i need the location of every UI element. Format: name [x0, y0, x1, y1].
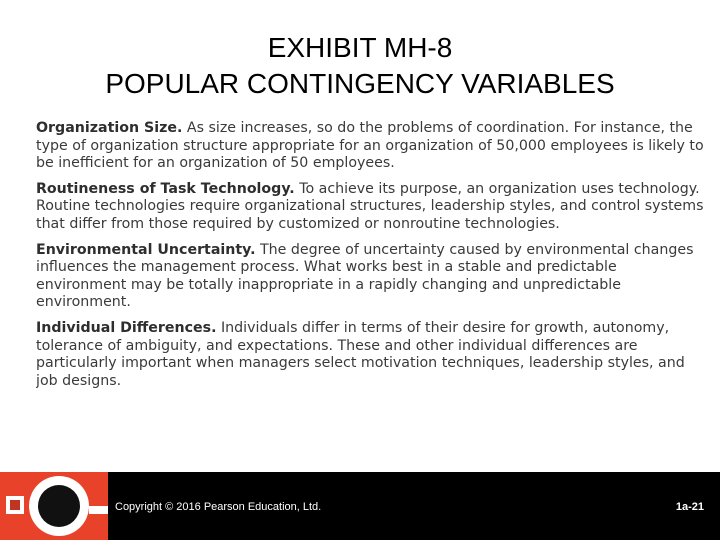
exhibit-description: As size increases, so do the problems of coordination. For instance, the type of organization structure appropriate for an organization of 50,000 employees is likely to be inefficient for an organization of 50 employees. — [36, 120, 704, 172]
exhibit-term: Environmental Uncertainty. — [36, 241, 256, 258]
exhibit-item-task-technology — [36, 181, 706, 234]
exhibit-term: Individual Differences. — [36, 319, 217, 336]
slide-title — [0, 30, 720, 102]
exhibit-term: Organization Size. — [36, 120, 183, 136]
logo-ring-shape — [29, 476, 89, 536]
copyright-text: Copyright © 2016 Pearson Education, Ltd. — [115, 501, 322, 513]
slide-footer — [0, 472, 720, 540]
exhibit-description: The degree of uncertainty caused by environmental changes influences the management process. What works best in a stable and predictable environment may be totally inappropriate in a rapidly changing and unpredictable environment. — [36, 241, 694, 311]
logo-bar-shape — [89, 506, 108, 514]
exhibit-text-block — [36, 120, 706, 413]
logo-square-shape — [6, 496, 24, 514]
pearson-logo-icon — [0, 472, 108, 540]
exhibit-description: Individuals differ in terms of their desire for growth, autonomy, tolerance of ambiguity, and expectations. These and other individual differences are particularly important when managers select motivation techniques, leadership styles, and job designs. — [36, 319, 685, 389]
exhibit-item-individual-differences — [36, 320, 706, 390]
slide-title-line-1: EXHIBIT MH-8 — [267, 32, 453, 63]
exhibit-term: Routineness of Task Technology. — [36, 180, 295, 197]
slide-number: 1a-21 — [675, 501, 704, 513]
exhibit-item-environmental-uncertainty — [36, 242, 706, 312]
slide-title-line-2: POPULAR CONTINGENCY VARIABLES — [105, 68, 615, 99]
exhibit-description: To achieve its purpose, an organization uses technology. Routine technologies require organizational structures, leadership styles, and control systems that differ from those required by customized or nonroutine technologies. — [36, 180, 704, 232]
exhibit-item-organization-size — [36, 120, 706, 173]
